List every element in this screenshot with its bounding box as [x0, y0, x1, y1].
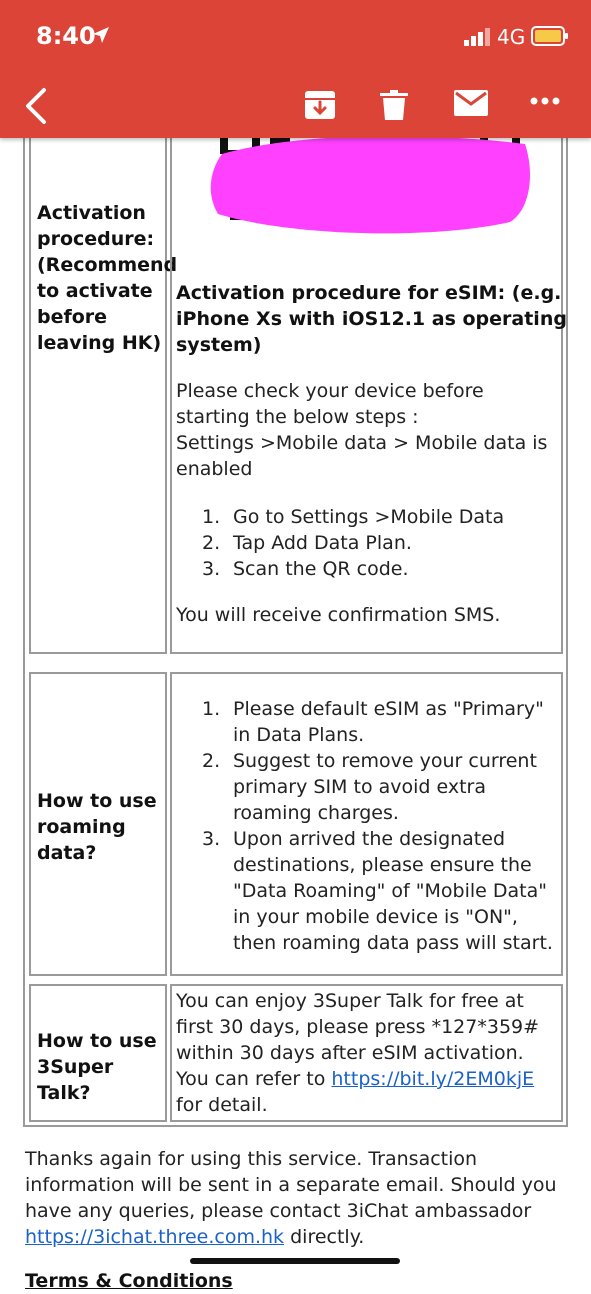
list-number: 1. [202, 698, 221, 720]
3ichat-link[interactable]: https://3ichat.three.com.hk [25, 1226, 285, 1248]
list-number: 3. [202, 558, 221, 580]
home-indicator[interactable] [190, 1258, 400, 1264]
roaming-label: How to use roaming data? [37, 790, 157, 864]
list-item: Go to Settings >Mobile Data [233, 506, 505, 528]
activation-title: Activation procedure for eSIM: (e.g. iPhone Xs with iOS12.1 as operating system) [176, 282, 567, 356]
chevron-left-icon[interactable] [20, 86, 52, 126]
list-number: 3. [202, 828, 221, 850]
list-item: Please default eSIM as "Primary" in Data Plans. [233, 698, 544, 746]
roaming-content-cell [170, 672, 563, 976]
trash-icon[interactable] [380, 90, 408, 120]
supertalk-text: You can enjoy 3Super Talk for free at first 30 days, please press *127*359# within 30 days after eSIM activation. You can refer to https://bit.ly/2EM0kjE for detail. [176, 990, 540, 1116]
more-dots-icon[interactable] [530, 96, 560, 106]
status-time: 8:40 [36, 22, 96, 50]
list-item: Tap Add Data Plan. [233, 532, 412, 554]
bitly-link[interactable]: https://bit.ly/2EM0kjE [331, 1068, 535, 1090]
activation-content-cell [170, 112, 567, 654]
supertalk-content-cell [170, 984, 563, 1122]
activation-label-cell [29, 112, 178, 654]
supertalk-label-cell [29, 984, 167, 1122]
app-header [0, 0, 591, 138]
terms-heading: Terms & Conditions [25, 1270, 233, 1292]
footer-paragraph: Thanks again for using this service. Transaction information will be sent in a separate email. Should you have any queries, please contact 3iChat ambassador https://3ichat.three.com.hk directly. [25, 1148, 557, 1248]
activation-intro: Please check your device before starting the below steps : Settings >Mobile data > Mobile data is enabled [176, 380, 548, 480]
mail-icon[interactable] [454, 90, 488, 116]
list-item: Suggest to remove your current primary SIM to avoid extra roaming charges. [233, 750, 537, 824]
list-item: Scan the QR code. [233, 558, 409, 580]
info-table [23, 120, 568, 1127]
battery-icon [531, 26, 569, 46]
supertalk-label: How to use 3Super Talk? [37, 1030, 157, 1104]
list-item: Upon arrived the designated destinations, please ensure the "Data Roaming" of "Mobile Data" in your mobile device is "ON", then roaming data pass will start. [233, 828, 553, 954]
signal-icon [464, 28, 492, 46]
list-number: 1. [202, 506, 221, 528]
roaming-label-cell [29, 672, 167, 976]
network-label: 4G [497, 25, 526, 49]
activation-label: Activation procedure: (Recommend to activate before leaving HK) [37, 202, 178, 354]
list-number: 2. [202, 532, 221, 554]
archive-icon[interactable] [304, 90, 336, 120]
confirmation-text: You will receive confirmation SMS. [176, 604, 501, 626]
location-arrow-icon [92, 26, 110, 44]
list-number: 2. [202, 750, 221, 772]
